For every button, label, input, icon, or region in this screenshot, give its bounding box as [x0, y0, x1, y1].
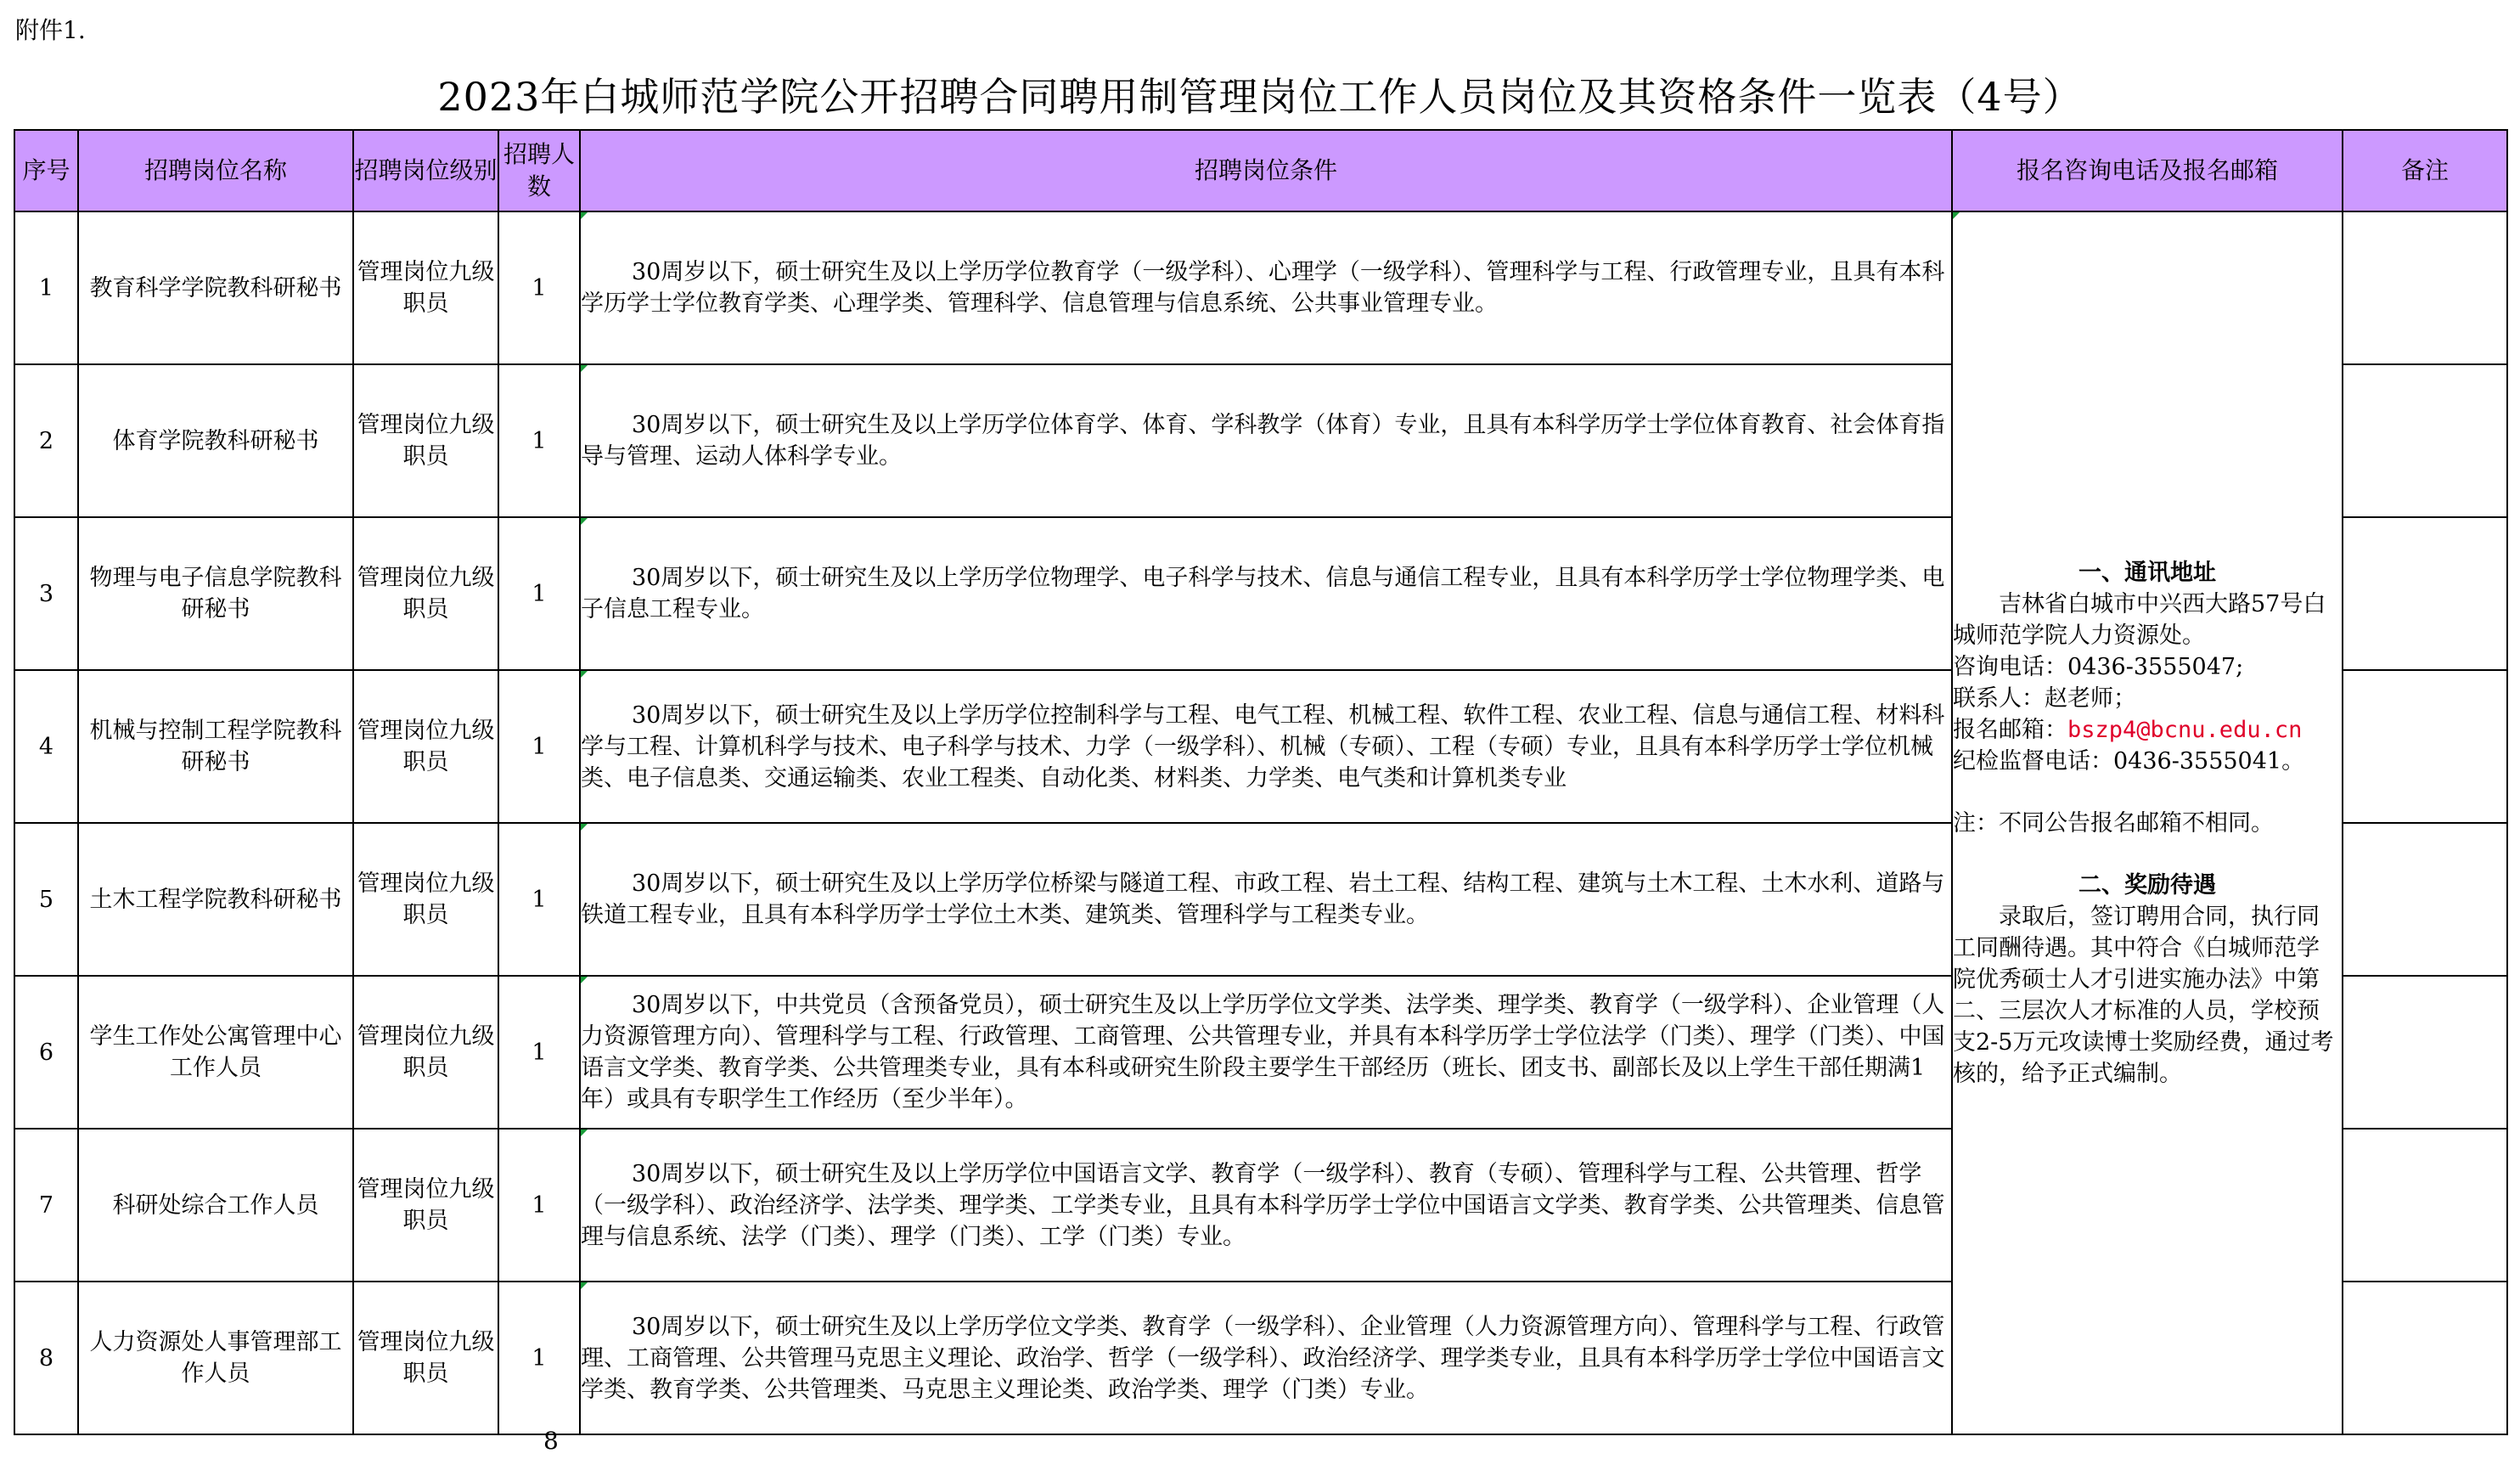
header-count: 招聘人数	[498, 130, 580, 211]
cell-level: 管理岗位九级职员	[353, 976, 498, 1129]
contact-phone: 咨询电话：0436-3555047;	[1953, 653, 2244, 680]
cell-contact	[1952, 211, 2343, 1434]
cell-seq: 8	[14, 1282, 78, 1434]
cell-level: 管理岗位九级职员	[353, 1129, 498, 1282]
email-address: bszp4@bcnu.edu.cn	[2067, 716, 2303, 743]
table-row	[14, 211, 2507, 364]
cell-seq: 7	[14, 1129, 78, 1282]
cell-position: 体育学院教科研秘书	[78, 364, 353, 517]
cell-remarks	[2343, 1282, 2507, 1434]
page-title: 2023年白城师范学院公开招聘合同聘用制管理岗位工作人员岗位及其资格条件一览表（4号）	[437, 74, 2083, 120]
conditions-text: 30周岁以下，硕士研究生及以上学历学位中国语言文学、教育学（一级学科）、教育（专硕）、管理科学与工程、公共管理、哲学（一级学科）、政治经济学、法学类、理学类、工学类专业，且具有本科学历学士学位中国语言文学类、教育学类、公共管理类、信息管理与信息系统、法学（门类）、理学（门类）、工学（门类）专业。	[581, 1160, 1945, 1250]
attachment-label: 附件1.	[15, 16, 86, 44]
cell-position: 物理与电子信息学院教科研秘书	[78, 517, 353, 670]
cell-count: 1	[498, 976, 580, 1129]
cell-seq: 1	[14, 211, 78, 364]
cell-conditions	[580, 1282, 1952, 1434]
cell-seq: 2	[14, 364, 78, 517]
cell-level: 管理岗位九级职员	[353, 364, 498, 517]
cell-level: 管理岗位九级职员	[353, 670, 498, 823]
cell-count: 1	[498, 211, 580, 364]
cell-level: 管理岗位九级职员	[353, 211, 498, 364]
conditions-text: 30周岁以下，硕士研究生及以上学历学位体育学、体育、学科教学（体育）专业，且具有本科学历学士学位体育教育、社会体育指导与管理、运动人体科学专业。	[581, 412, 1945, 470]
cell-conditions	[580, 823, 1952, 976]
cell-remarks	[2343, 823, 2507, 976]
cell-remarks	[2343, 517, 2507, 670]
cell-seq: 4	[14, 670, 78, 823]
conditions-text: 30周岁以下，硕士研究生及以上学历学位控制科学与工程、电气工程、机械工程、软件工程、农业工程、信息与通信工程、材料科学与工程、计算机科学与技术、电子科学与技术、力学（一级学科）、机械（专硕）、工程（专硕）专业，且具有本科学历学士学位机械类、电子信息类、交通运输类、农业工程类、自动化类、材料类、力学类、电气类和计算机类专业	[581, 701, 1945, 792]
header-conditions: 招聘岗位条件	[580, 130, 1952, 211]
cell-count: 1	[498, 1129, 580, 1282]
cell-remarks	[2343, 364, 2507, 517]
header-level: 招聘岗位级别	[353, 130, 498, 211]
cell-count: 1	[498, 670, 580, 823]
cell-position: 机械与控制工程学院教科研秘书	[78, 670, 353, 823]
cell-level: 管理岗位九级职员	[353, 1282, 498, 1434]
contact-section2-heading: 二、奖励待遇	[2078, 871, 2216, 899]
supervision-phone: 纪检监督电话：0436-3555041。	[1953, 747, 2305, 775]
cell-conditions	[580, 670, 1952, 823]
cell-position: 科研处综合工作人员	[78, 1129, 353, 1282]
conditions-text: 30周岁以下，硕士研究生及以上学历学位物理学、电子科学与技术、信息与通信工程专业，且具有本科学历学士学位物理学类、电子信息工程专业。	[581, 565, 1945, 623]
cell-position: 学生工作处公寓管理中心工作人员	[78, 976, 353, 1129]
contact-person: 联系人：赵老师；	[1953, 684, 2136, 712]
cell-conditions	[580, 211, 1952, 364]
cell-conditions	[580, 517, 1952, 670]
cell-count: 1	[498, 823, 580, 976]
cell-conditions	[580, 976, 1952, 1129]
cell-level: 管理岗位九级职员	[353, 823, 498, 976]
contact-note: 注：不同公告报名邮箱不相同。	[1953, 809, 2274, 837]
contact-email-line	[1953, 714, 2342, 746]
header-seq: 序号	[14, 130, 78, 211]
cell-remarks	[2343, 211, 2507, 364]
cell-count: 1	[498, 364, 580, 517]
cell-seq: 5	[14, 823, 78, 976]
cell-position: 土木工程学院教科研秘书	[78, 823, 353, 976]
cell-remarks	[2343, 1129, 2507, 1282]
conditions-text: 30周岁以下，硕士研究生及以上学历学位桥梁与隧道工程、市政工程、岩土工程、结构工程、建筑与土木工程、土木水利、道路与铁道工程专业，且具有本科学历学士学位土木类、建筑类、管理科学与工程类专业。	[581, 870, 1945, 928]
cell-position: 教育科学学院教科研秘书	[78, 211, 353, 364]
cell-conditions	[580, 1129, 1952, 1282]
cell-remarks	[2343, 670, 2507, 823]
header-position: 招聘岗位名称	[78, 130, 353, 211]
page-number: 8	[543, 1427, 559, 1455]
cell-count: 1	[498, 517, 580, 670]
cell-remarks	[2343, 976, 2507, 1129]
contact-section1-heading: 一、通讯地址	[2078, 559, 2216, 586]
conditions-text: 30周岁以下，硕士研究生及以上学历学位教育学（一级学科）、心理学（一级学科）、管理科学与工程、行政管理专业，且具有本科学历学士学位教育学类、心理学类、管理科学、信息管理与信息系统、公共事业管理专业。	[581, 259, 1945, 317]
email-label: 报名邮箱：	[1953, 716, 2067, 743]
cell-seq: 3	[14, 517, 78, 670]
reward-text: 录取后，签订聘用合同，执行同工同酬待遇。其中符合《白城师范学院优秀硕士人才引进实施办法》中第二、三层次人才标准的人员，学校预支2-5万元攻读博士奖励经费，通过考核的，给予正式编制。	[1953, 903, 2334, 1087]
cell-position: 人力资源处人事管理部工作人员	[78, 1282, 353, 1434]
positions-table	[14, 129, 2508, 1435]
conditions-text: 30周岁以下，硕士研究生及以上学历学位文学类、教育学（一级学科）、企业管理（人力资源管理方向）、管理科学与工程、行政管理、工商管理、公共管理马克思主义理论、政治学、哲学（一级学科）、政治经济学、理学类专业，且具有本科学历学士学位中国语言文学类、教育学类、公共管理类、马克思主义理论类、政治学类、理学（门类）专业。	[581, 1313, 1945, 1403]
table-header-row	[14, 130, 2507, 211]
header-remarks: 备注	[2343, 130, 2507, 211]
cell-conditions	[580, 364, 1952, 517]
header-contact: 报名咨询电话及报名邮箱	[1952, 130, 2343, 211]
conditions-text: 30周岁以下，中共党员（含预备党员），硕士研究生及以上学历学位文学类、法学类、理学类、教育学（一级学科）、企业管理（人力资源管理方向）、管理科学与工程、行政管理、工商管理、公共管理专业，并具有本科学历学士学位法学（门类）、理学（门类）、中国语言文学类、教育学类、公共管理类专业，具有本科或研究生阶段主要学生干部经历（班长、团支书、副部长及以上学生干部任期满1年）或具有专职学生工作经历（至少半年）。	[581, 992, 1945, 1113]
cell-count: 1	[498, 1282, 580, 1434]
contact-address: 吉林省白城市中兴西大路57号白城师范学院人力资源处。	[1953, 590, 2326, 649]
cell-seq: 6	[14, 976, 78, 1129]
cell-level: 管理岗位九级职员	[353, 517, 498, 670]
